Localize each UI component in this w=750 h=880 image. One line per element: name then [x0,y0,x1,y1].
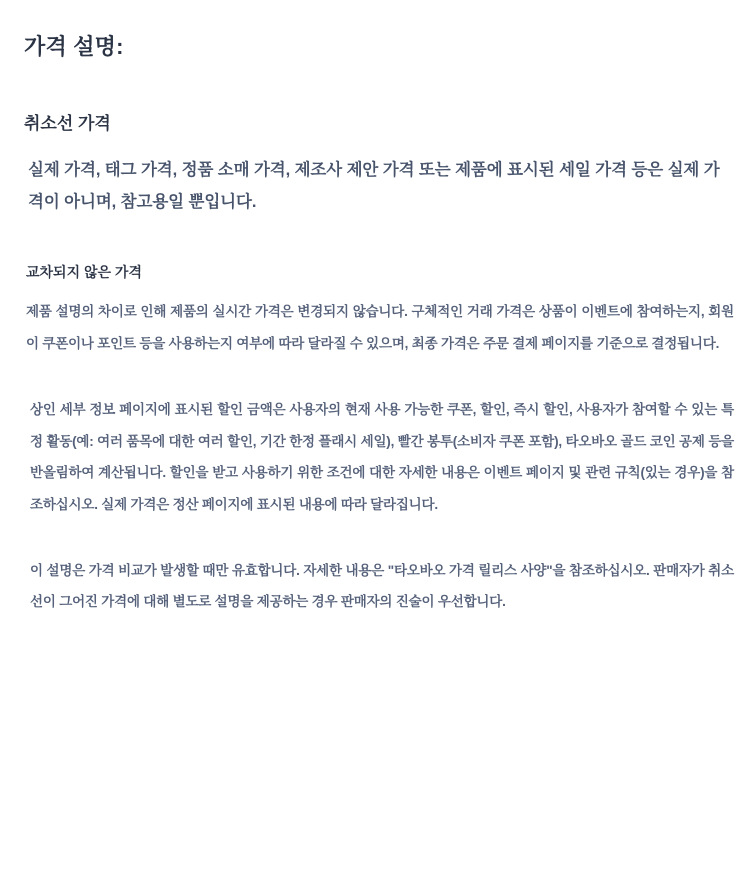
section-heading-strikethrough-price: 취소선 가격 [24,114,111,133]
paragraph-price-comparison-note: 이 설명은 가격 비교가 발생할 때만 유효합니다. 자세한 내용은 "타오바오 가격 릴리스 사양"을 참조하십시오. 판매자가 취소선이 그어진 가격에 대해 별도로 설명을 제공하는 경우 판매자의 진술이 우선합니다. [30,562,734,610]
section-heading-non-crossed-price: 교차되지 않은 가격 [26,264,142,281]
paragraph-discount-calculation: 상인 세부 정보 페이지에 표시된 할인 금액은 사용자의 현재 사용 가능한 쿠폰, 할인, 즉시 할인, 사용자가 참여할 수 있는 특정 활동(예: 여러 품목에 대한 여러 할인, 기간 한정 플래시 세일), 빨간 봉투(소비자 쿠폰 포함), 타오바오 골드 코인 공제 등을 반올림하여 계산됩니다. 할인을 받고 사용하기 위한 조건에 대한 자세한 내용은 이벤트 페이지 및 관련 규칙(있는 경우)을 참조하십시오. 실제 가격은 정산 페이지에 표시된 내용에 따라 달라집니다. [30,401,734,512]
paragraph-realtime-price: 제품 설명의 차이로 인해 제품의 실시간 가격은 변경되지 않습니다. 구체적인 거래 가격은 상품이 이벤트에 참여하는지, 회원이 쿠폰이나 포인트 등을 사용하는지 여부에 따라 달라질 수 있으며, 최종 가격은 주문 결제 페이지를 기준으로 결정됩니다. [26,304,734,352]
page-title: 가격 설명: [24,34,124,59]
section-lead-text: 실제 가격, 태그 가격, 정품 소매 가격, 제조사 제안 가격 또는 제품에 표시된 세일 가격 등은 실제 가격이 아니며, 참고용일 뿐입니다. [28,161,720,212]
